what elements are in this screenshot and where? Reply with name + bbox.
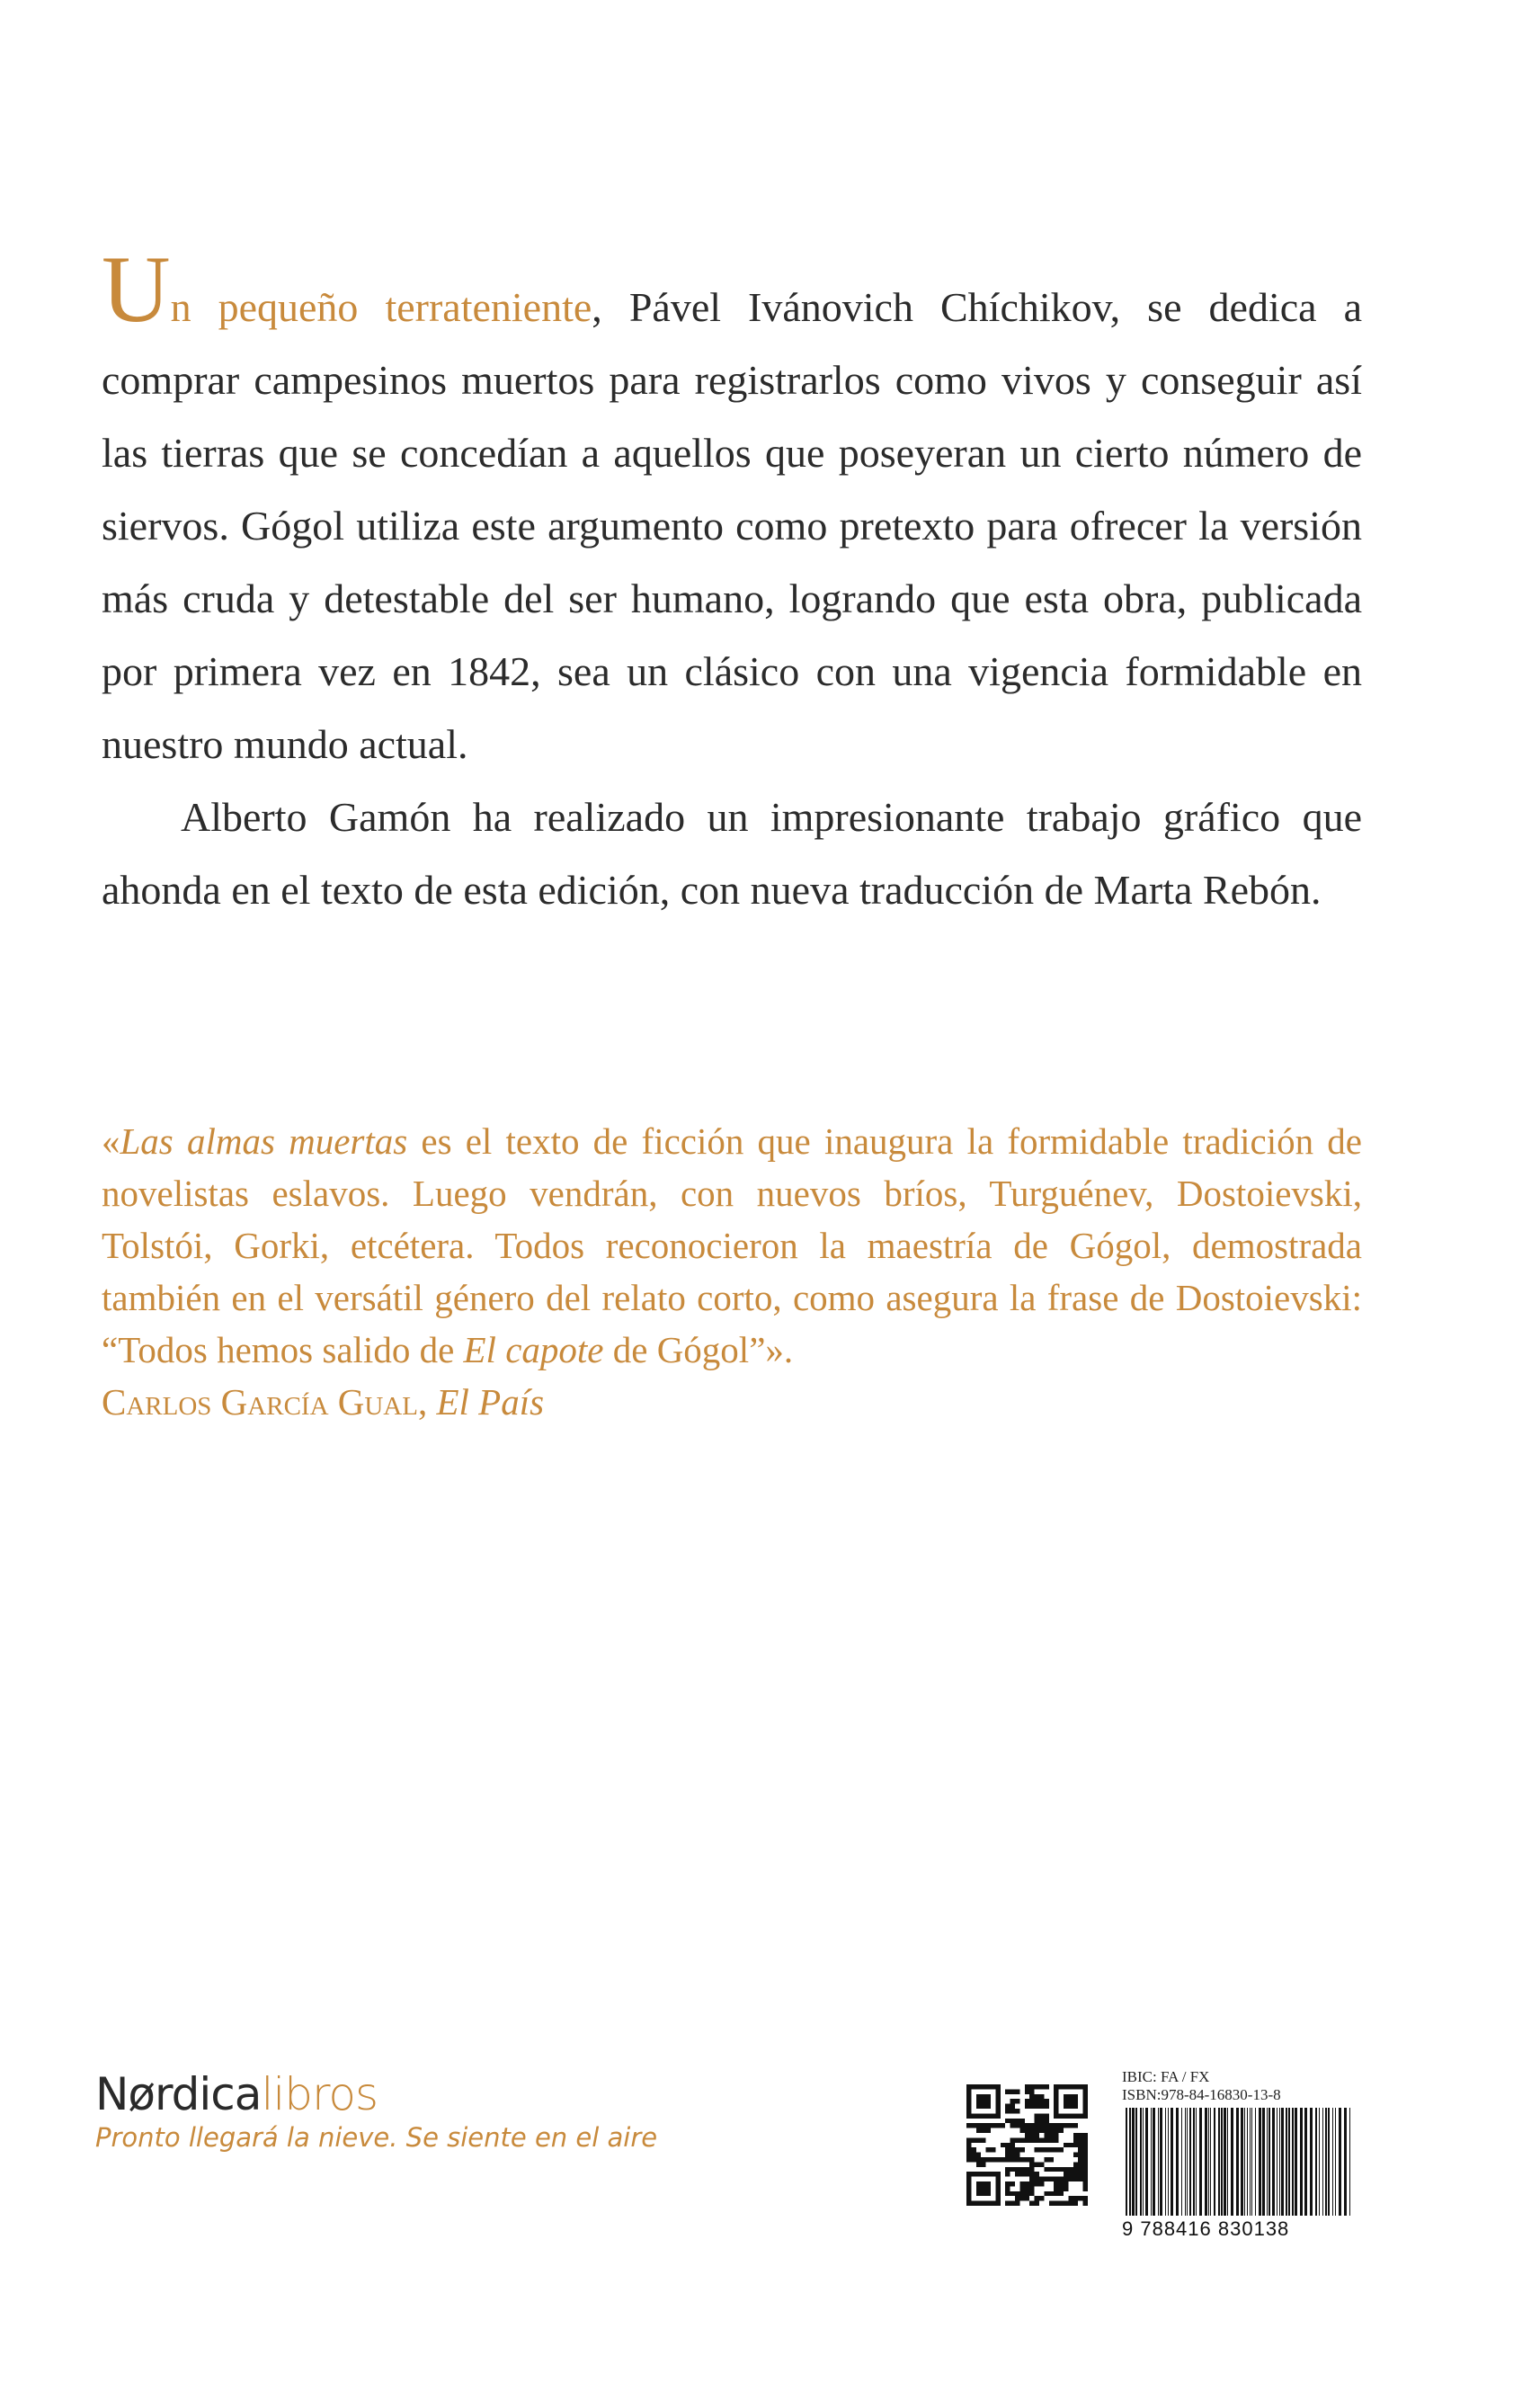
- barcode-block: [1122, 2068, 1358, 2241]
- synopsis-paragraph-1: [102, 236, 1362, 781]
- quote-italic-title: El capote: [463, 1329, 604, 1370]
- quote-attribution: [102, 1376, 1362, 1428]
- synopsis-text-1: , Pável Ivánovich Chíchikov, se dedica a comprar campesinos muertos para registrarlos como vivos y conseguir así las tierras que se concedían a aquellos que poseyeran un cierto número de siervos. Gógol utiliza este argumento como pretexto para ofrecer la versión más cruda y detestable del ser humano, logrando que esta obra, publicada por primera vez en 1842, sea un clásico con una vigencia formidable en nuestro mundo actual.: [102, 284, 1362, 767]
- isbn-code: ISBN:978-84-16830-13-8: [1122, 2086, 1281, 2103]
- quote-text-1: es el texto de ficción que inaugura la formidable tradición de novelistas eslavos. Luego vendrán, con nuevos bríos, Turguénev, Dostoievski, Tolstói, Gorki, etcétera. Todos reconocieron la maestría de Gógol, demostrada también en el versátil género del relato corto, como asegura la frase de Dostoievski: “Todos hemos salido de: [102, 1120, 1362, 1370]
- quote-source: El País: [436, 1381, 545, 1423]
- quote-open: «: [102, 1120, 120, 1162]
- publisher-tagline: Pronto llegará la nieve. Se siente en el aire: [95, 2122, 658, 2153]
- publisher-name-main: Nørdica: [95, 2068, 262, 2120]
- lead-in: n pequeño terrateniente: [170, 284, 592, 330]
- publisher-logo: [95, 2068, 657, 2153]
- publisher-name: [95, 2068, 657, 2120]
- barcode-digits: 9 788416 830138: [1122, 2217, 1290, 2240]
- quote-text-2: de Gógol”».: [603, 1329, 794, 1370]
- quote-separator: ,: [417, 1381, 437, 1423]
- publisher-name-accent: libros: [261, 2068, 378, 2120]
- barcode-icon: [1122, 2108, 1358, 2216]
- quote-text: [102, 1115, 1362, 1376]
- synopsis: [102, 236, 1362, 926]
- synopsis-paragraph-2: Alberto Gamón ha realizado un impresionante trabajo gráfico que ahonda en el texto de esta edición, con nueva traducción de Marta Rebón.: [102, 794, 1362, 913]
- qr-code-icon: [966, 2084, 1088, 2206]
- drop-cap: U: [102, 236, 171, 342]
- review-quote: [102, 1115, 1362, 1428]
- quote-book-title: Las almas muertas: [120, 1120, 408, 1162]
- ibic-code: IBIC: FA / FX: [1122, 2068, 1210, 2085]
- quote-author: Carlos García Gual: [102, 1381, 418, 1423]
